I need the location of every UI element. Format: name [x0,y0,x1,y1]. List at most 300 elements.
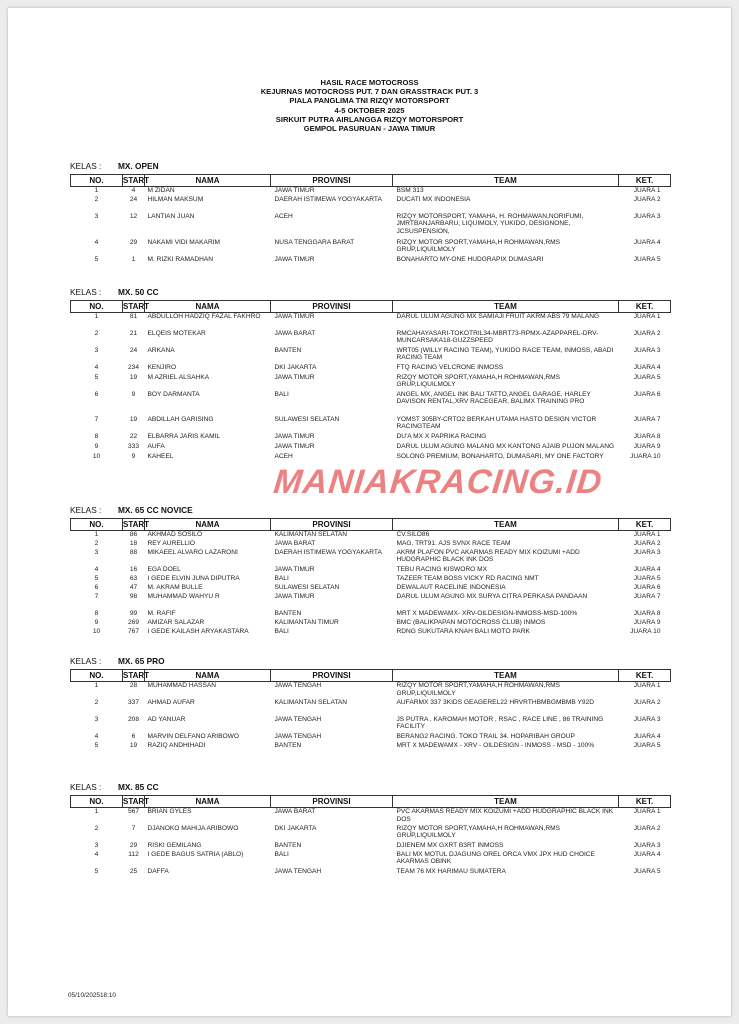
cell-no: 2 [94,539,99,547]
cell-team: MRT X MADEWAMX- XRV-OILDESIGN-INMOSS-MSD-100% [396,609,578,617]
cell-team: RIZQY MOTOR SPORT,YAMAHA,H ROHMAWAN,RMS GRUP,LIQUILMOLY [396,238,561,254]
cell-team: FTQ RACING VELCRONE INMOSS [396,363,504,371]
cell-no: 10 [92,452,101,460]
class-name: MX. 85 CC [118,782,159,792]
table-row [71,619,671,628]
cell-provinsi: BALI [274,850,289,858]
cell-team: RIZQY MOTOR SPORT,YAMAHA,H ROHMAWAN,RMS GRUP,LIQUILMOLY [396,373,561,389]
cell-no: 6 [94,390,99,398]
class-label: KELAS : [70,161,102,171]
cell-no: 2 [94,824,99,832]
cell-no: 7 [94,592,99,600]
cell-no: 1 [94,682,99,689]
cell-no: 3 [94,346,99,354]
cell-no: 1 [94,808,99,815]
cell-provinsi: JAWA TIMUR [274,565,315,573]
cell-nama: MUHAMMAD HASSAN [147,682,217,689]
column-header: NAMA [145,301,271,313]
cell-ket: JUARA 3 [633,841,661,849]
cell-provinsi: JAWA TENGAH [274,682,322,689]
results-page [8,8,731,1016]
table-row [71,716,671,733]
cell-no: 2 [94,698,99,706]
cell-no: 3 [94,548,99,556]
cell-nama: MUHAMMAD WAHYU R [147,592,220,600]
column-header: KET. [619,796,671,808]
document-header [8,78,731,133]
column-header: NO. [71,796,123,808]
column-header: TEAM [393,670,619,682]
table-row [71,256,671,266]
cell-team: YOMST 305BY-CRTO2 BERKAH UTAMA HASTO DESIGN VICTOR RACINGTEAM [396,415,597,431]
cell-team: BONAHARTO MY-ONE HUDGRAPIX DUMASARI [396,255,544,263]
cell-team: AUFARMX 337 3KIDS GEAGEREL22 HRVRTHBMBGMBMB Y92D [396,698,595,706]
cell-nama: EGA DOEL [147,565,181,573]
cell-start: 18 [129,539,138,547]
cell-no: 2 [94,329,99,337]
cell-start: 767 [127,627,139,635]
cell-provinsi: JAWA TENGAH [274,732,322,740]
cell-no: 10 [92,627,101,635]
column-header: START [123,520,150,529]
cell-nama: AMIZAR SALAZAR [147,618,205,626]
cell-team: TEAM 76 MX HARIMAU SUMATERA [396,867,506,875]
cell-ket: JUARA 3 [633,548,661,556]
cell-start: 28 [129,682,138,689]
cell-team: TEBU RACING KISWORO MX [396,565,487,573]
cell-nama: REY AURELLIO [147,539,196,547]
column-header: PROVINSI [271,796,393,808]
cell-nama: M AZRIEL ALSAHKA [147,373,210,381]
column-header: START [123,302,150,311]
cell-nama: M. AKRAM BULLE [147,583,203,591]
cell-provinsi: ACEH [274,212,293,220]
cell-nama: KAHEEL [147,452,174,460]
cell-ket: JUARA 3 [633,346,661,354]
cell-ket: JUARA 7 [633,592,661,600]
cell-nama: KENJIRO [147,363,177,371]
table-row [71,682,671,699]
cell-start: 567 [127,808,139,815]
cell-provinsi: JAWA TIMUR [274,187,315,194]
cell-no: 1 [94,313,99,320]
cell-start: 9 [131,390,136,398]
cell-team: DJIENEM MX GXRT B3RT INMOSS [396,841,504,849]
column-header: PROVINSI [271,670,393,682]
column-header: PROVINSI [271,301,393,313]
cell-ket: JUARA 5 [633,867,661,875]
cell-team: DEWALAUT RACELINE INDONESIA [396,583,506,591]
cell-nama: MIKAEEL ALVARO LAZARONI [147,548,238,556]
cell-team: WRT05 (WILLY RACING TEAM), YUKIDO RACE TEAM, INMOSS, ABADI RACING TEAM [396,346,614,362]
cell-start: 1 [131,255,136,263]
table-row [71,593,671,610]
class-name: MX. 65 CC NOVICE [118,505,193,515]
class-heading [70,504,670,516]
cell-no: 1 [94,187,99,194]
cell-nama: ELQEIS MOTEKAR [147,329,206,337]
cell-start: 25 [129,867,138,875]
cell-team: DARUL ULUM AGUNG MX SAMIAJI FRUIT AKRM ABS 79 MALANG [396,313,600,320]
cell-start: 24 [129,195,138,203]
cell-start: 9 [131,452,136,460]
cell-team: DARUL ULUM AGUNG MALANG MX KANTONG AJAIB PUJON MALANG [396,442,615,450]
table-row [71,868,671,877]
cell-no: 5 [94,741,99,749]
cell-nama: LANTIAN JUAN [147,212,195,220]
cell-start: 112 [128,850,139,858]
class-name: MX. OPEN [118,161,159,171]
cell-provinsi: JAWA BARAT [274,329,316,337]
cell-no: 8 [94,609,99,617]
cell-team: TAZEER TEAM BOSS VICKY RD RACING NMT [396,574,539,582]
cell-start: 234 [127,363,139,371]
cell-nama: DJANOKO MAHIJA ARIBOWO [147,824,239,832]
class-section [70,655,670,759]
cell-nama: I GEDE KAILASH ARYAKASTARA [147,627,249,635]
cell-no: 3 [94,715,99,723]
cell-nama: AHMAD AUFAR [147,698,195,706]
cell-start: 21 [129,329,138,337]
table-row [71,584,671,593]
header-line: PIALA PANGLIMA TNI RIZQY MOTORSPORT [289,96,450,106]
class-label: KELAS : [70,287,102,297]
table-row [71,842,671,851]
cell-ket: JUARA 5 [633,255,661,263]
column-header: KET. [619,301,671,313]
column-header: TEAM [393,796,619,808]
cell-nama: NAKAMI VIDI MAKARIM [147,238,221,246]
cell-start: 12 [129,212,138,220]
cell-no: 1 [94,531,99,538]
cell-provinsi: NUSA TENGGARA BARAT [274,238,355,246]
cell-ket: JUARA 5 [633,373,661,381]
cell-start: 47 [129,583,138,591]
cell-provinsi: JAWA TIMUR [274,373,315,381]
cell-provinsi: SULAWESI SELATAN [274,415,340,423]
cell-nama: DAFFA [147,867,169,875]
cell-team: CV.SILO86 [396,531,430,538]
table-row [71,374,671,391]
table-row [71,531,671,540]
cell-ket: JUARA 1 [633,682,661,689]
cell-provinsi: JAWA TIMUR [274,432,315,440]
cell-ket: JUARA 10 [630,627,661,635]
cell-no: 4 [94,850,99,858]
results-table [70,518,671,637]
column-header: KET. [619,670,671,682]
cell-start: 337 [127,698,139,706]
cell-ket: JUARA 3 [633,212,661,220]
cell-no: 4 [94,238,99,246]
class-section [70,160,670,266]
cell-provinsi: BALI [274,574,289,582]
cell-team: PVC AKARMAS READY MIX KOIZUMI +ADD HUDGRAPHIC BLACK INK DOS [396,808,614,823]
class-label: KELAS : [70,656,102,666]
column-header: KET. [619,519,671,531]
column-header: NO. [71,301,123,313]
table-header-row [71,519,671,531]
class-section [70,781,670,877]
class-heading [70,655,670,667]
cell-ket: JUARA 1 [633,187,661,194]
cell-team: RIZQY MOTOR SPORT,YAMAHA,H ROHMAWAN,RMS GRUP,LIQUILMOLY [396,682,561,697]
table-row [71,443,671,453]
cell-start: 98 [129,592,138,600]
cell-start: 7 [131,824,136,832]
class-name: MX. 65 PRO [118,656,165,666]
cell-start: 22 [129,432,138,440]
cell-team: SOLONG PREMIUM, BONAHARTO, DUMASARI, MY ONE FACTORY [396,452,604,460]
cell-nama: RAZIQ ANDHIHADI [147,741,206,749]
cell-nama: I GEDE ELVIN JUNA DIPUTRA [147,574,240,582]
column-header: NO. [71,670,123,682]
class-heading [70,781,670,793]
table-row [71,628,671,637]
column-header: TEAM [393,301,619,313]
table-row [71,416,671,433]
table-row [71,610,671,619]
cell-start: 269 [127,618,139,626]
cell-start: 88 [129,548,138,556]
cell-start: 19 [129,415,138,423]
table-row [71,566,671,575]
cell-start: 4 [131,187,136,194]
results-table [70,669,671,759]
table-header-row [71,175,671,187]
cell-no: 3 [94,841,99,849]
table-header-row [71,301,671,313]
cell-nama: ABDILLAH GARISING [147,415,214,423]
header-line: GEMPOL PASURUAN - JAWA TIMUR [303,124,436,134]
cell-ket: JUARA 5 [633,741,661,749]
cell-nama: M. RIZKI RAMADHAN [147,255,214,263]
cell-provinsi: BANTEN [274,841,302,849]
cell-ket: JUARA 5 [633,574,661,582]
cell-no: 6 [94,583,99,591]
column-header: START [123,176,150,185]
cell-start: 208 [127,715,139,723]
table-row [71,575,671,584]
table-row [71,808,671,825]
cell-ket: JUARA 7 [633,415,661,423]
cell-nama: HILMAN MAKSUM [147,195,204,203]
cell-start: 16 [129,565,138,573]
cell-start: 86 [129,531,138,538]
cell-provinsi: JAWA TIMUR [274,313,315,320]
cell-start: 81 [129,313,138,320]
cell-ket: JUARA 6 [633,390,661,398]
cell-team: DUCATI MX INDONESIA [396,195,471,203]
cell-provinsi: BALI [274,390,289,398]
cell-team: BMC (BALIKPAPAN MOTOCROSS CLUB) INMOS [396,618,546,626]
header-line: SIRKUIT PUTRA AIRLANGGA RIZQY MOTORSPORT [275,114,464,124]
table-row [71,699,671,716]
cell-nama: MARVIN DELFANO ARIBOWO [147,732,239,740]
table-row [71,213,671,239]
table-row [71,187,671,196]
cell-ket: JUARA 3 [633,715,661,723]
table-row [71,733,671,742]
cell-no: 5 [94,373,99,381]
cell-no: 4 [94,363,99,371]
cell-provinsi: JAWA TENGAH [274,715,322,723]
column-header: NO. [71,175,123,187]
cell-nama: AUFA [147,442,165,450]
cell-provinsi: KALIMANTAN TIMUR [274,618,339,626]
cell-team: DU'A MX X PAPRIKA RACING [396,432,487,440]
header-line: KEJURNAS MOTOCROSS PUT. 7 DAN GRASSTRACK PUT. 3 [260,87,479,97]
print-timestamp: 05/10/202518:10 [68,992,116,999]
cell-nama: AD YANUAR [147,715,186,723]
cell-no: 9 [94,618,99,626]
cell-ket: JUARA 4 [633,565,661,573]
column-header: PROVINSI [271,519,393,531]
column-header: TEAM [393,519,619,531]
cell-team: RIZQY MOTORSPORT, YAMAHA, H. ROHMAWAN,NORIFUMI, JMRTBANJARBARU, LIQUIMOLY, YUKIDO, DESIGNONE, JCSUSPENSION, [396,212,584,236]
table-row [71,391,671,416]
cell-ket: JUARA 2 [633,329,661,337]
cell-provinsi: JAWA TIMUR [274,442,315,450]
cell-no: 5 [94,255,99,263]
cell-nama: AKHMAD SOSILO [147,531,203,538]
class-heading [70,286,670,298]
watermark: MANIAKRACING.ID [271,463,605,501]
cell-start: 24 [129,346,138,354]
cell-team: BALI MX MOTUL DJAGUNG OREL ORCA VMX JPX HUD CHOICE AKARMAS OBINK [396,850,595,866]
cell-provinsi: SULAWESI SELATAN [274,583,340,591]
column-header: NAMA [145,519,271,531]
cell-provinsi: BANTEN [274,346,302,354]
cell-provinsi: ACEH [274,452,293,460]
column-header: NO. [71,519,123,531]
class-name: MX. 50 CC [118,287,159,297]
cell-start: 19 [129,741,138,749]
cell-ket: JUARA 1 [633,531,661,538]
table-row [71,196,671,213]
cell-no: 7 [94,415,99,423]
results-table [70,174,671,266]
table-row [71,433,671,443]
cell-no: 5 [94,867,99,875]
cell-team: DARUL ULUM AGUNG MX SURYA CITRA PERKASA PANDAAN [396,592,588,600]
cell-provinsi: BALI [274,627,289,635]
cell-team: RDNG SUKUTARA KNAH BALI MOTO PARK [396,627,530,635]
cell-team: MAG. TRT91. AJS SVNX RACE TEAM [396,539,511,547]
cell-no: 9 [94,442,99,450]
cell-provinsi: BANTEN [274,609,302,617]
cell-no: 2 [94,195,99,203]
header-line: HASIL RACE MOTOCROSS [320,78,419,87]
cell-nama: M ZIDAN [147,187,175,194]
cell-team: RIZQY MOTOR SPORT,YAMAHA,H ROHMAWAN,RMS GRUP,LIQUILMOLY [396,824,561,840]
cell-provinsi: JAWA BARAT [274,808,316,815]
cell-ket: JUARA 1 [633,313,661,320]
cell-provinsi: KALIMANTAN SELATAN [274,698,348,706]
cell-nama: ABDULLOH HADZIQ FAZAL FAKHRO [147,313,261,320]
class-label: KELAS : [70,505,102,515]
column-header: NAMA [145,796,271,808]
cell-team: JS PUTRA , KAROMAH MOTOR , RSAC , RACE LINE , 86 TRAINING FACILITY [396,715,604,731]
cell-ket: JUARA 9 [633,618,661,626]
cell-ket: JUARA 6 [633,583,661,591]
cell-provinsi: DKI JAKARTA [274,363,317,371]
cell-nama: RISKI GEMILANG [147,841,202,849]
cell-no: 4 [94,732,99,740]
cell-provinsi: BANTEN [274,741,302,749]
cell-provinsi: KALIMANTAN SELATAN [274,531,348,538]
cell-ket: JUARA 1 [633,808,661,815]
column-header: NAMA [145,175,271,187]
column-header: PROVINSI [271,175,393,187]
column-header: NAMA [145,670,271,682]
class-section [70,286,670,478]
cell-team: AKRM PLAFON PVC AKARMAS READY MIX KOIZUMI +ADD HUDGRAPHIC BLACK INK DOS [396,548,580,564]
cell-ket: JUARA 2 [633,195,661,203]
class-section [70,504,670,637]
cell-ket: JUARA 2 [633,824,661,832]
cell-ket: JUARA 2 [633,698,661,706]
class-label: KELAS : [70,782,102,792]
column-header: KET. [619,175,671,187]
cell-nama: ARKANA [147,346,175,354]
cell-start: 6 [131,732,136,740]
table-header-row [71,670,671,682]
table-row [71,347,671,364]
cell-provinsi: JAWA TENGAH [274,867,322,875]
cell-start: 333 [127,442,139,450]
cell-start: 63 [129,574,138,582]
cell-ket: JUARA 4 [633,363,661,371]
table-row [71,742,671,759]
cell-ket: JUARA 4 [633,238,661,246]
table-row [71,549,671,566]
cell-start: 19 [129,373,138,381]
cell-no: 8 [94,432,99,440]
table-header-row [71,796,671,808]
cell-start: 29 [129,841,138,849]
cell-team: BSM 313 [396,187,424,194]
cell-provinsi: JAWA TIMUR [274,592,315,600]
cell-ket: JUARA 4 [633,732,661,740]
cell-team: ANGEL MX, ANGEL INK BALI TATTO,ANGEL GARAGE, HARLEY DAVISON RENTAL,XRV RACEGEAR, BALIMX TRAINING PRO [396,390,591,406]
table-row [71,313,671,330]
cell-provinsi: DAERAH ISTIMEWA YOGYAKARTA [274,195,382,203]
table-row [71,364,671,374]
cell-nama: ELBARRA JARIS KAMIL [147,432,221,440]
cell-ket: JUARA 8 [633,432,661,440]
cell-provinsi: JAWA TIMUR [274,255,315,263]
cell-ket: JUARA 10 [630,452,661,460]
class-heading [70,160,670,172]
results-table [70,300,671,478]
table-row [71,330,671,347]
cell-provinsi: JAWA BARAT [274,539,316,547]
cell-start: 29 [129,238,138,246]
cell-nama: BRIAN GYLES [147,808,192,815]
cell-no: 4 [94,565,99,573]
cell-team: RMCAHAYASARI-TOKOTRIL34-MBRT73-RPMX-AZAPPAREL-DRV-MUNCARSAKA18-GUZZSPEED [396,329,599,345]
cell-ket: JUARA 9 [633,442,661,450]
table-row [71,825,671,842]
cell-team: BERANG2 RACING. TOKO TRAIL 34. HOPARIBAH GROUP [396,732,575,740]
cell-provinsi: DKI JAKARTA [274,824,317,832]
table-row [71,239,671,256]
column-header: START [123,671,150,680]
cell-provinsi: DAERAH ISTIMEWA YOGYAKARTA [274,548,382,556]
cell-nama: I GEDE BAGUS SATRIA (ABLO) [147,850,244,858]
cell-nama: M. RAFIF [147,609,176,617]
